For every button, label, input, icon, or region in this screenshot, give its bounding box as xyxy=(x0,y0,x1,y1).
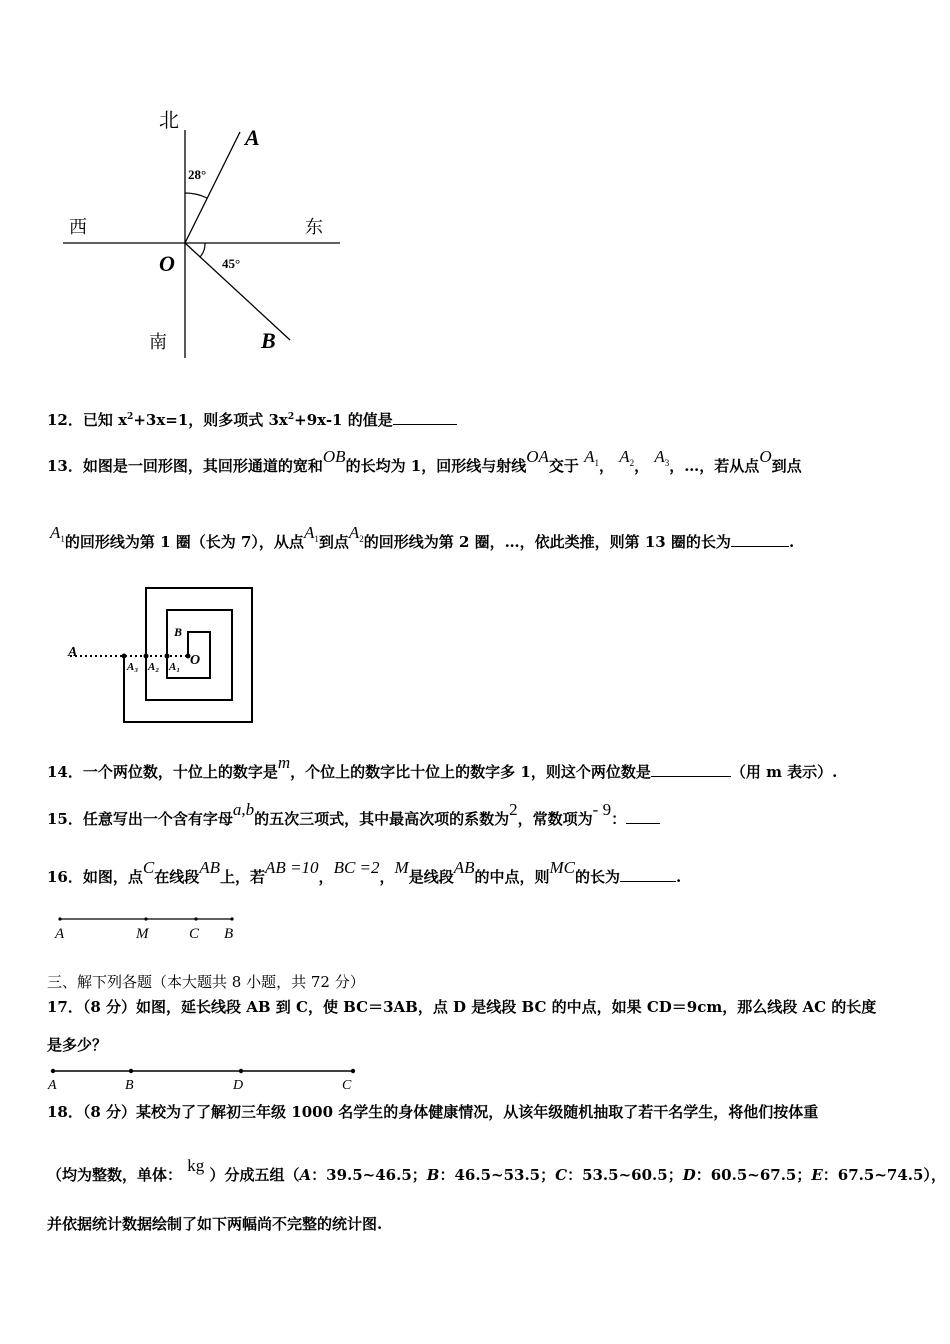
angle-arc-a xyxy=(185,193,207,198)
question-number: 12． xyxy=(47,411,83,429)
q18-text: 并依据统计数据绘制了如下两幅尚不完整的统计图. xyxy=(47,1215,383,1233)
q13-text: ，…，若从点 xyxy=(669,457,760,475)
q16-text: 在线段 xyxy=(154,868,200,886)
q16-text: 是线段 xyxy=(408,868,454,886)
west-label: 西 xyxy=(69,217,87,237)
compass-diagram xyxy=(55,100,355,370)
q16-text: 的中点，则 xyxy=(474,868,550,886)
point-a2-dot xyxy=(144,654,149,659)
point-a2: $A_2$ xyxy=(619,447,635,468)
segment-ab: AB xyxy=(453,858,475,877)
q16-text: 上，若 xyxy=(220,868,266,886)
answer-blank[interactable] xyxy=(731,532,789,547)
q13-text: 的回形线为第 1 圈（长为 7），从点 xyxy=(64,533,304,551)
question-18-line3 xyxy=(47,1214,382,1234)
point-a1: $A_1$ xyxy=(303,523,319,544)
point-o: O xyxy=(759,447,772,466)
label-a3: A₃ xyxy=(127,661,139,673)
angle-a-label: 28° xyxy=(188,167,207,182)
question-13-line2: $A_1$的回形线为第 1 圈（长为 7），从点$A_1$到点$A_2$的回形线为第 2 圈，…，依此类推，则第 13 圈的长为 . xyxy=(50,523,795,551)
question-number: 15． xyxy=(47,810,83,828)
east-label: 东 xyxy=(305,217,323,237)
q12-text: 已知 x xyxy=(82,411,128,429)
point-a-dot xyxy=(51,1069,55,1073)
label-b: B xyxy=(125,1078,134,1093)
question-18-line2: （均为整数，单体： kg ）分成五组（A：39.5~46.5；B：46.5~53.5；C：53.5~60.5；D：60.5~67.5；E：67.5~74.5）， xyxy=(47,1156,946,1184)
group-c: C：53.5~60.5； xyxy=(555,1166,683,1184)
label-c: C xyxy=(189,926,200,942)
angle-b-label: 45° xyxy=(222,256,241,271)
label-d: D xyxy=(233,1078,244,1093)
q13-text: 如图是一回形图，其回形通道的宽和 xyxy=(82,457,323,475)
q13-text: 的回形线为第 2 圈，…，依此类推，则第 13 圈的长为 xyxy=(363,533,731,551)
label-a: A xyxy=(55,926,65,942)
q12-text: +3x=1，则多项式 3x xyxy=(133,411,288,429)
q16-text: 如图，点 xyxy=(82,868,143,886)
q14-text: （用 m 表示）. xyxy=(730,763,838,781)
point-b-dot xyxy=(230,917,233,920)
point-m-dot xyxy=(144,917,147,920)
question-number: 14． xyxy=(47,763,83,781)
question-number: 13． xyxy=(47,457,83,475)
label-a2: A₂ xyxy=(148,661,160,673)
group-b: B：46.5~53.5； xyxy=(426,1166,556,1184)
equation-bc: BC =2 xyxy=(333,858,380,877)
equation-ab: AB =10 xyxy=(265,858,319,877)
q18-text: （均为整数，单体： xyxy=(47,1166,183,1184)
point-a1: $A_1$ xyxy=(50,523,65,544)
exponent: 2 xyxy=(127,412,134,422)
q12-text: +9x-1 的值是 xyxy=(294,411,393,429)
point-a3-dot xyxy=(122,654,127,659)
label-c: C xyxy=(342,1078,352,1093)
segment-ab: AB xyxy=(199,858,221,877)
point-a1: $A_1$ xyxy=(584,447,600,468)
q18-text: （8 分）某校为了了解初三年级 1000 名学生的身体健康情况，从该年级随机抽取了若干名学生，将他们按体重 xyxy=(82,1103,819,1121)
group-a: A：39.5~46.5； xyxy=(299,1166,427,1184)
segment-diagram-16 xyxy=(50,910,250,944)
ray-oa-label: OA xyxy=(526,447,549,466)
point-a-dot xyxy=(58,917,61,920)
variable-m: m xyxy=(277,753,291,772)
question-number: 17． xyxy=(47,998,83,1016)
point-c-dot xyxy=(194,917,197,920)
angle-arc-b xyxy=(200,243,205,257)
point-d-dot xyxy=(239,1069,243,1073)
label-b: B xyxy=(224,926,234,942)
segment-diagram-17 xyxy=(45,1062,365,1096)
question-13-line1: 13．如图是一回形图，其回形通道的宽和OB的长均为 1，回形线与射线OA交于 $A_1$， $A_2$， $A_3$，…，若从点O到点 xyxy=(47,447,802,475)
letters-ab: a,b xyxy=(232,800,255,819)
q18-text: ）分成五组（ xyxy=(209,1166,300,1184)
ray-oa xyxy=(185,132,240,243)
q17-text: （8 分）如图，延长线段 AB 到 C，使 BC＝3AB，点 D 是线段 BC 的中点，如果 CD＝9cm，那么线段 AC 的长度 xyxy=(82,998,877,1016)
question-number: 18． xyxy=(47,1103,83,1121)
point-c-dot xyxy=(351,1069,355,1073)
point-a3: $A_3$ xyxy=(654,447,670,468)
q15-text: ，常数项为 xyxy=(517,810,593,828)
compass-figure xyxy=(55,100,355,370)
question-15 xyxy=(47,800,660,829)
unit-kg: kg xyxy=(187,1156,205,1175)
segment-figure-16 xyxy=(50,910,250,944)
segment-mc: MC xyxy=(549,858,576,877)
q13-text: 到点 xyxy=(771,457,802,475)
segment-figure-17 xyxy=(45,1062,365,1096)
question-18-line1 xyxy=(47,1102,818,1122)
q15-text: 的五次三项式，其中最高次项的系数为 xyxy=(254,810,510,828)
label-a1: A₁ xyxy=(169,661,181,673)
point-a1-dot xyxy=(165,654,170,659)
question-number: 16． xyxy=(47,868,83,886)
question-12 xyxy=(47,410,457,433)
spiral-diagram xyxy=(60,580,270,730)
exponent: 2 xyxy=(287,412,295,422)
coefficient: 2 xyxy=(509,800,518,819)
label-a: A xyxy=(68,645,78,660)
question-17-line1 xyxy=(47,997,876,1017)
label-a: A xyxy=(48,1078,57,1093)
question-16: 16．如图，点C在线段AB上，若AB =10，BC =2，M是线段AB的中点，则MC的长为 . xyxy=(47,858,682,886)
constant-term: - 9 xyxy=(592,800,612,819)
point-b-label: B xyxy=(261,328,276,353)
north-label: 北 xyxy=(159,110,179,132)
origin-label: O xyxy=(159,251,175,276)
label-m: M xyxy=(136,926,149,942)
q16-text: 的长为 xyxy=(575,868,621,886)
answer-blank[interactable] xyxy=(651,762,731,777)
q13-text: 的长均为 1，回形线与射线 xyxy=(345,457,527,475)
q15-text: 任意写出一个含有字母 xyxy=(82,810,233,828)
point-b-dot xyxy=(129,1069,133,1073)
south-label: 南 xyxy=(149,332,167,352)
q14-text: 一个两位数，十位上的数字是 xyxy=(82,763,278,781)
segment-ob: OB xyxy=(322,447,346,466)
question-14 xyxy=(47,753,838,782)
answer-blank[interactable] xyxy=(393,410,457,425)
section-3-heading: 三、解下列各题（本大题共 8 小题，共 72 分） xyxy=(47,973,365,991)
label-o: O xyxy=(190,653,201,668)
spiral-figure xyxy=(60,580,270,730)
q13-text: 交于 xyxy=(548,457,579,475)
question-17-line2 xyxy=(47,1035,107,1055)
q13-text: 到点 xyxy=(318,533,349,551)
point-a2: $A_2$ xyxy=(348,523,364,544)
group-e: E：67.5~74.5） xyxy=(811,1166,931,1184)
point-m: M xyxy=(394,858,409,877)
group-d: D：60.5~67.5； xyxy=(682,1166,812,1184)
label-b: B xyxy=(174,625,183,639)
q14-text: ，个位上的数字比十位上的数字多 1，则这个两位数是 xyxy=(290,763,651,781)
point-c: C xyxy=(142,858,155,877)
q17-text: 是多少？ xyxy=(47,1036,108,1054)
point-a-label: A xyxy=(245,125,260,150)
answer-blank[interactable] xyxy=(620,867,676,882)
answer-blank[interactable] xyxy=(626,809,660,824)
q15-text: ： xyxy=(611,810,627,828)
